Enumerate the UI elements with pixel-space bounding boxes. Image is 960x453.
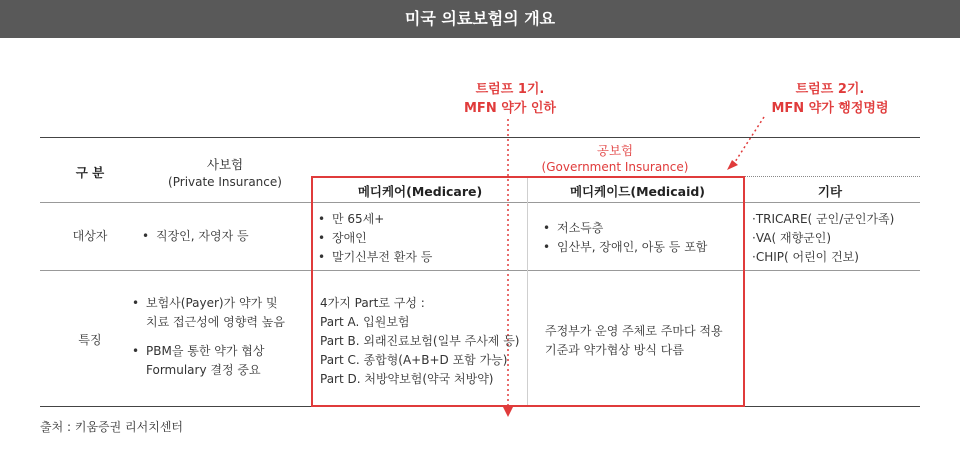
arrow-trump2: [727, 117, 764, 170]
list-item: • 말기신부전 환자 등: [318, 248, 518, 267]
list-item: • PBM을 통한 약가 협상 Formulary 결정 중요: [132, 342, 310, 380]
header-public-sub: (Government Insurance): [541, 160, 689, 174]
list-item: • 저소득층: [543, 219, 743, 238]
list-item: • 장애인: [318, 229, 518, 248]
list-item: • 만 65세+: [318, 210, 518, 229]
list-item: • 임산부, 장애인, 아동 등 포함: [543, 238, 743, 257]
header-other: 기타: [817, 184, 843, 199]
row-label-features: 특징: [78, 333, 102, 347]
list-item: Part D. 처방약보험(약국 처방약): [320, 372, 494, 386]
list-item: • 직장인, 자영자 등: [142, 227, 302, 246]
header-private-sub: (Private Insurance): [168, 175, 282, 189]
list-item: 주정부가 운영 주체로 주마다 적용: [545, 324, 723, 338]
header-medicare: 메디케어(Medicare): [357, 184, 483, 199]
row-label-target: 대상자: [72, 229, 108, 243]
public-insurance-highlight-box: [311, 176, 745, 407]
list-item: • 보험사(Payer)가 약가 및 치료 접근성에 영향력 높음: [132, 294, 310, 332]
list-item: Part B. 외래진료보험(일부 주사제 등): [320, 334, 520, 348]
header-medicaid: 메디케이드(Medicaid): [569, 184, 706, 199]
list-item: 4가지 Part로 구성 :: [320, 296, 425, 310]
header-private-title: 사보험: [206, 157, 244, 172]
annotation-trump2-line1: 트럼프 2기.: [795, 82, 865, 97]
header-public-title: 공보험: [596, 143, 634, 158]
header-public: [510, 141, 720, 174]
list-item: ·CHIP( 어린이 건보): [752, 250, 859, 264]
target-private: [142, 227, 302, 246]
annotation-trump1-line2: MFN 약가 인하: [464, 101, 556, 116]
list-item: Part A. 입원보험: [320, 315, 410, 329]
annotation-trump1-line1: 트럼프 1기.: [475, 82, 545, 97]
target-other: [752, 210, 920, 267]
source-note: 출처 : 키움증권 리서치센터: [40, 420, 183, 434]
list-item: Part C. 종합형(A+B+D 포함 가능): [320, 353, 508, 367]
table-top-rule: [40, 137, 920, 138]
header-category: 구 분: [75, 165, 105, 180]
list-item: ·VA( 재향군인): [752, 231, 832, 245]
features-private: [132, 294, 310, 380]
list-item: 기준과 약가협상 방식 다름: [545, 343, 684, 357]
list-item: ·TRICARE( 군인/군인가족): [752, 212, 895, 226]
page-title: 미국 의료보험의 개요: [404, 9, 556, 28]
header-private: [150, 155, 300, 189]
annotation-trump2-line2: MFN 약가 행정명령: [771, 101, 889, 116]
